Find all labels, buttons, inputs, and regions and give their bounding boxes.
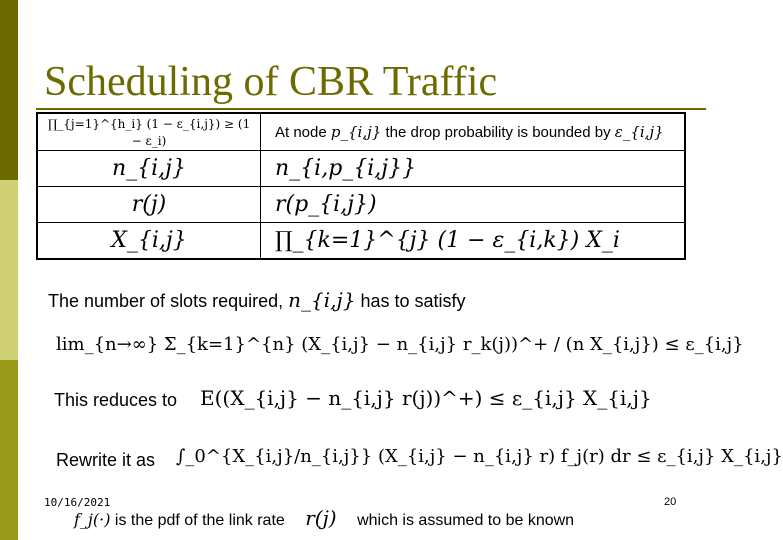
rewrite-line bbox=[56, 450, 155, 471]
pdf-rate: r(j) bbox=[305, 506, 337, 530]
limit-equation: lim_{n→∞} Σ_{k=1}^{n} (X_{i,j} − n_{i,j} r_k(j))^+ / (n X_{i,j}) ≤ ε_{i,j} bbox=[56, 334, 744, 355]
table-cell-right: r(p_{i,j}) bbox=[261, 187, 686, 223]
sidebar-block-middle bbox=[0, 180, 18, 360]
table-row bbox=[37, 113, 685, 151]
table-cell-constraint bbox=[37, 113, 261, 151]
node-mid: the drop probability is bounded by bbox=[385, 124, 615, 141]
table-row bbox=[37, 187, 685, 223]
table-row bbox=[37, 151, 685, 187]
pdf-suffix: which is assumed to be known bbox=[357, 512, 575, 529]
table-row bbox=[37, 223, 685, 260]
table-cell-left: n_{i,j} bbox=[37, 151, 261, 187]
slide-title: Scheduling of CBR Traffic bbox=[44, 59, 498, 105]
rewrite-label: Rewrite it as bbox=[56, 450, 156, 470]
slots-prefix: The number of slots required, bbox=[48, 291, 284, 311]
reduces-equation: E((X_{i,j} − n_{i,j} r(j))^+) ≤ ε_{i,j} X_{i,j} bbox=[200, 386, 652, 410]
definition-table bbox=[36, 112, 686, 260]
pdf-var: f_j(·) bbox=[74, 510, 111, 529]
table-cell-right: ∏_{k=1}^{j} (1 − ε_{i,k}) X_i bbox=[261, 223, 686, 260]
reduces-label: This reduces to bbox=[54, 390, 178, 410]
table-cell-left: r(j) bbox=[37, 187, 261, 223]
table-cell-left: X_{i,j} bbox=[37, 223, 261, 260]
sidebar-decoration bbox=[0, 0, 18, 540]
node-var: p_{i,j} bbox=[330, 123, 382, 141]
slots-var: n_{i,j} bbox=[288, 288, 356, 312]
slots-line bbox=[48, 288, 466, 312]
pdf-line bbox=[74, 506, 574, 530]
eps-var: ε_{i,j} bbox=[614, 123, 664, 141]
slide-date: 10/16/2021 bbox=[44, 496, 111, 509]
constraint-formula: ∏_{j=1}^{h_i} (1 − ε_{i,j}) ≥ (1 − ε_i) bbox=[47, 117, 251, 148]
table-cell-right: n_{i,p_{i,j}} bbox=[261, 151, 686, 187]
reduces-line bbox=[54, 390, 177, 411]
page-number: 20 bbox=[664, 496, 677, 508]
slots-suffix: has to satisfy bbox=[360, 291, 466, 311]
rewrite-equation: ∫_0^{X_{i,j}/n_{i,j}} (X_{i,j} − n_{i,j} r) f_j(r) dr ≤ ε_{i,j} X_{i,j} bbox=[176, 446, 783, 467]
sidebar-block-bottom bbox=[0, 360, 18, 540]
sidebar-block-top bbox=[0, 0, 18, 180]
title-rule bbox=[36, 108, 706, 110]
table-cell-description bbox=[261, 113, 686, 151]
pdf-mid: is the pdf of the link rate bbox=[114, 512, 285, 529]
node-prefix: At node bbox=[275, 124, 327, 141]
